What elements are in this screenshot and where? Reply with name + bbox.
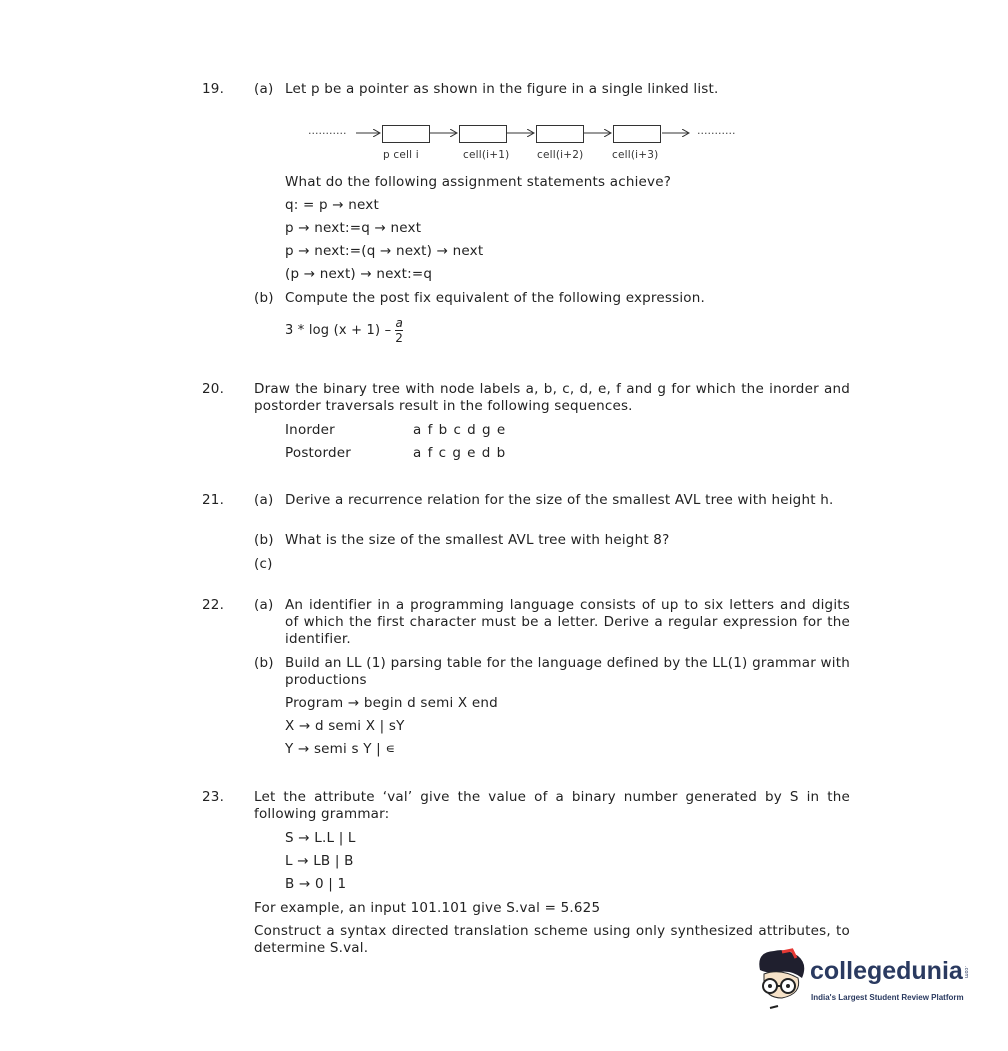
q19-a-text: Let p be a pointer as shown in the figure in a single linked list. (285, 81, 719, 97)
list-cell-i-plus-1 (459, 125, 507, 143)
q19-b-label: (b) (254, 290, 274, 306)
list-cell-i (382, 125, 430, 143)
q19-a-label: (a) (254, 81, 274, 97)
statement-line: (p → next) → next:=q (285, 266, 433, 282)
cell-label: cell(i+1) (463, 149, 510, 161)
list-cell-i-plus-2 (536, 125, 584, 143)
q21-c-label: (c) (254, 556, 273, 572)
production-line: Program → begin d semi X end (285, 695, 498, 711)
q21-b-text: What is the size of the smallest AVL tree with height 8? (285, 532, 670, 548)
production-line: L → LB | B (285, 853, 354, 869)
q22-b-text: Build an LL (1) parsing table for the language defined by the LL(1) grammar with productions (285, 655, 850, 688)
q21-a-label: (a) (254, 492, 274, 508)
q19-question: What do the following assignment statements achieve? (285, 174, 672, 190)
q21-b-label: (b) (254, 532, 274, 548)
dots-left: ........... (308, 124, 347, 137)
traversal-value: a f c g e d b (413, 445, 507, 461)
postfix-expression (285, 316, 403, 345)
question-number-20: 20. (202, 381, 225, 397)
q20-text: Draw the binary tree with node labels a, b, c, d, e, f and g for which the inorder and postorder traversals result in the following sequences. (254, 381, 850, 414)
traversal-label: Inorder (285, 422, 335, 438)
production-line: S → L.L | L (285, 830, 356, 846)
q23-task: Construct a syntax directed translation scheme using only synthesized attributes, to determine S.val. (254, 923, 850, 956)
linked-list-figure (300, 118, 770, 168)
expression-text: 3 * log (x + 1) – (285, 323, 392, 338)
traversal-value: a f b c d g e (413, 422, 507, 438)
logo-wordmark: collegedunia (810, 957, 963, 985)
production-line: X → d semi X | sY (285, 718, 405, 734)
question-number-22: 22. (202, 597, 225, 613)
statement-line: p → next:=q → next (285, 220, 422, 236)
statement-line: p → next:=(q → next) → next (285, 243, 484, 259)
cell-label: p cell i (383, 149, 419, 161)
q21-a-text: Derive a recurrence relation for the size of the smallest AVL tree with height h. (285, 492, 834, 508)
cell-label: cell(i+3) (612, 149, 659, 161)
list-cell-i-plus-3 (613, 125, 661, 143)
production-line: B → 0 | 1 (285, 876, 347, 892)
dots-right: ........... (697, 124, 736, 137)
logo-com: .com (963, 966, 969, 979)
q23-example: For example, an input 101.101 give S.val = 5.625 (254, 900, 601, 916)
mascot-icon (752, 948, 808, 1014)
traversal-label: Postorder (285, 445, 352, 461)
production-line: Y → semi s Y | ∊ (285, 741, 396, 757)
fraction-numerator: a (395, 316, 403, 330)
fraction-denominator: 2 (395, 331, 404, 345)
fraction (395, 316, 403, 345)
q23-text: Let the attribute ‘val’ give the value of a binary number generated by S in the following grammar: (254, 789, 850, 822)
q19-b-text: Compute the post fix equivalent of the following expression. (285, 290, 706, 306)
q22-b-label: (b) (254, 655, 274, 671)
question-number-21: 21. (202, 492, 225, 508)
question-number-19: 19. (202, 81, 225, 97)
cell-label: cell(i+2) (537, 149, 584, 161)
logo-tagline: India's Largest Student Review Platform (811, 993, 964, 1002)
statement-line: q: = p → next (285, 197, 379, 213)
question-number-23: 23. (202, 789, 225, 805)
q22-a-text: An identifier in a programming language consists of up to six letters and digits of which the first character must be a letter. Derive a regular expression for the identifier. (285, 597, 850, 647)
q22-a-label: (a) (254, 597, 274, 613)
